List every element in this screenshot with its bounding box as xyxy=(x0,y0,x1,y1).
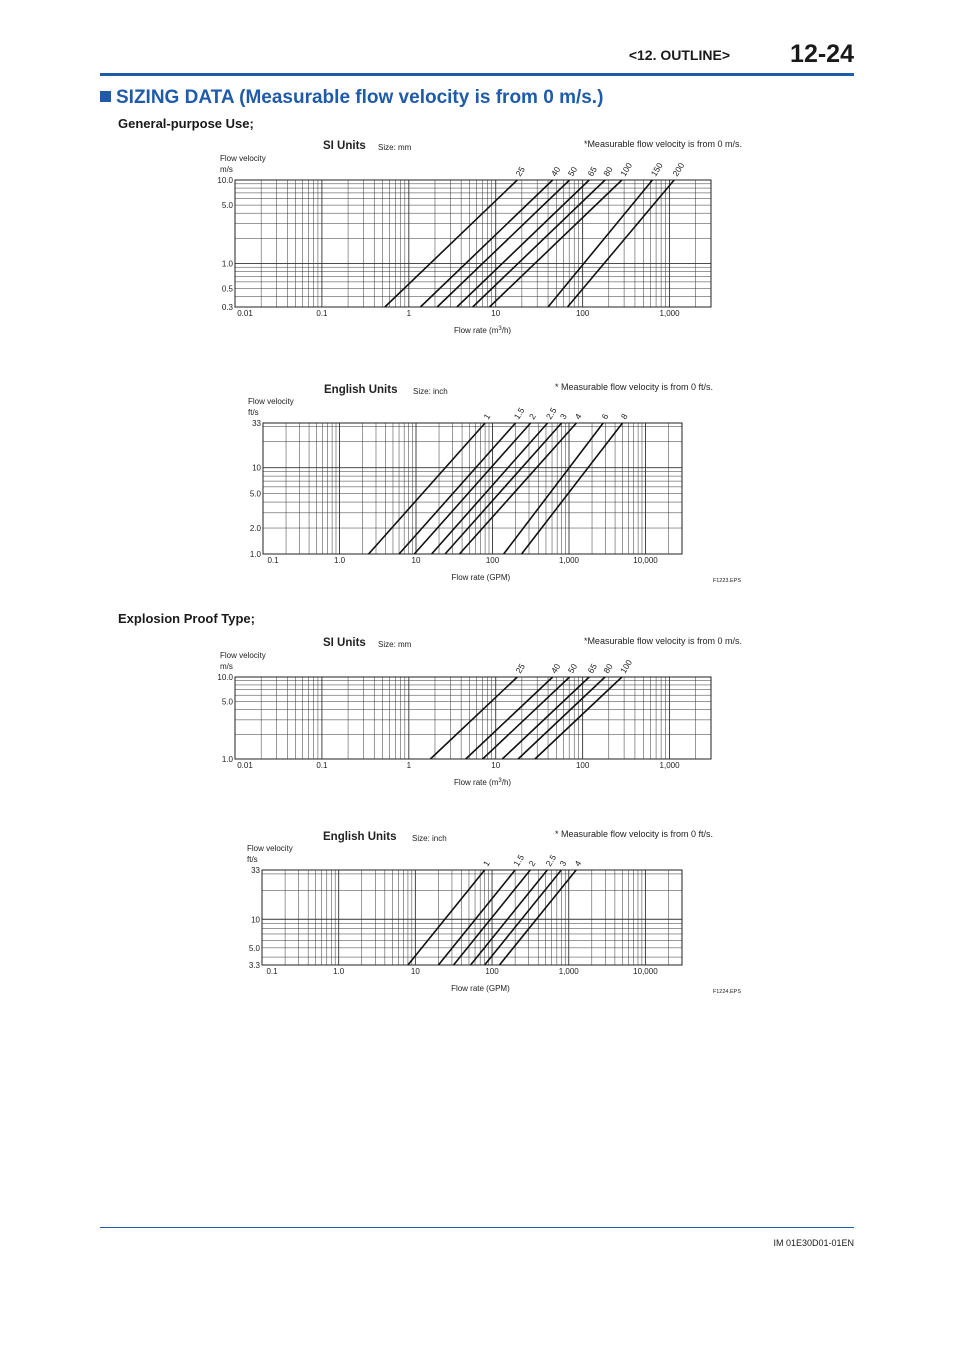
size-line-8 xyxy=(522,423,623,554)
plot-frame xyxy=(235,180,711,307)
x-tick-label: 0.1 xyxy=(316,309,328,318)
page-number: 12-24 xyxy=(790,40,854,68)
size-label: 65 xyxy=(585,164,599,179)
x-tick-label: 10 xyxy=(491,761,501,770)
chart-title: SI Units xyxy=(323,637,366,649)
size-label: 3 xyxy=(557,411,569,422)
y-tick-label: 5.0 xyxy=(221,697,233,707)
x-tick-label: 1,000 xyxy=(558,967,579,976)
x-tick-label: 10 xyxy=(491,309,501,318)
measurable-note: *Measurable flow velocity is from 0 m/s. xyxy=(583,636,742,646)
size-line-50 xyxy=(437,180,569,307)
x-axis-label-end: /h) xyxy=(501,778,512,787)
y-tick-label: 2.0 xyxy=(249,524,261,534)
x-tick-label: 10,000 xyxy=(633,967,658,976)
size-label: 1 xyxy=(480,858,492,869)
x-axis-label xyxy=(451,984,510,993)
sizing-chart-2 xyxy=(248,382,741,584)
size-label: 65 xyxy=(585,661,599,676)
size-line-40 xyxy=(466,677,553,759)
y-axis-label: m/s xyxy=(220,165,233,174)
size-label: 8 xyxy=(618,411,630,422)
x-axis-label-end: /h) xyxy=(501,326,512,335)
x-axis-label xyxy=(454,326,511,335)
size-label: 50 xyxy=(565,661,580,676)
footer-rule xyxy=(100,1227,854,1228)
size-label: 100 xyxy=(618,160,635,179)
document-id: IM 01E30D01-01EN xyxy=(773,1238,854,1248)
size-line-4 xyxy=(499,870,576,965)
x-axis-label-text: Flow rate (GPM) xyxy=(451,573,511,582)
size-line-3 xyxy=(485,870,562,965)
x-axis-label-text: Flow rate (m xyxy=(453,326,499,335)
size-line-1 xyxy=(369,423,486,554)
y-tick-label: 33 xyxy=(251,866,260,875)
chart-title: SI Units xyxy=(323,140,366,152)
y-tick-label: 10.0 xyxy=(217,673,233,682)
size-line-40 xyxy=(420,180,552,307)
x-tick-label: 0.1 xyxy=(266,967,278,976)
figure-code: F1223.EPS xyxy=(712,578,741,584)
y-tick-label: 10.0 xyxy=(217,176,233,185)
size-label: 80 xyxy=(601,661,615,676)
y-tick-label: 1.0 xyxy=(249,550,261,559)
size-line-80 xyxy=(518,677,605,759)
size-note: Size: inch xyxy=(413,387,448,396)
x-tick-label: 10 xyxy=(411,556,421,565)
x-tick-label: 1,000 xyxy=(659,309,680,318)
y-tick-label: 0.5 xyxy=(221,284,233,294)
size-line-80 xyxy=(473,180,605,307)
size-line-1.5 xyxy=(438,870,515,965)
x-tick-label: 0.01 xyxy=(237,761,253,770)
size-label: 80 xyxy=(601,164,615,179)
measurable-note: * Measurable flow velocity is from 0 ft/s. xyxy=(554,382,713,392)
size-label: 1 xyxy=(481,411,493,422)
chapter-label: <12. OUTLINE> xyxy=(628,47,730,63)
x-tick-label: 1 xyxy=(406,309,412,318)
y-tick-label: 1.0 xyxy=(221,259,233,269)
section-title-text: SIZING DATA (Measurable flow velocity is from 0 m/s.) xyxy=(116,87,604,108)
sizing-chart-1 xyxy=(217,139,742,335)
plot-frame xyxy=(262,870,682,965)
size-label: 2 xyxy=(526,858,538,869)
size-line-2.5 xyxy=(471,870,548,965)
x-tick-label: 100 xyxy=(575,309,590,318)
size-label: 6 xyxy=(599,411,611,422)
size-label: 40 xyxy=(548,661,563,676)
x-axis-label-sup: 3 xyxy=(498,778,502,784)
size-note: Size: inch xyxy=(412,834,447,843)
size-label: 25 xyxy=(513,164,527,179)
x-tick-label: 1,000 xyxy=(558,556,580,565)
size-label: 100 xyxy=(618,657,635,676)
y-tick-label: 5.0 xyxy=(248,943,260,953)
x-axis-label-sup: 3 xyxy=(498,326,502,332)
y-axis-label: ft/s xyxy=(247,855,258,864)
x-tick-label: 100 xyxy=(485,556,500,565)
x-tick-label: 10,000 xyxy=(633,556,658,565)
size-label: 40 xyxy=(548,164,563,179)
y-tick-label: 5.0 xyxy=(221,201,233,211)
y-tick-label: 33 xyxy=(252,419,261,428)
size-label: 1.5 xyxy=(511,405,527,422)
x-tick-label: 0.1 xyxy=(267,556,279,565)
y-axis-label: Flow velocity xyxy=(220,651,266,660)
y-tick-label: 10 xyxy=(251,915,260,925)
size-line-3 xyxy=(445,423,562,554)
subsection-explosion-proof: Explosion Proof Type; xyxy=(118,611,255,626)
figure-code: F1224.EPS xyxy=(712,989,741,995)
size-note: Size: mm xyxy=(378,640,412,649)
size-label: 4 xyxy=(572,858,584,869)
size-line-200 xyxy=(568,180,675,307)
x-tick-label: 10 xyxy=(410,967,420,976)
size-note: Size: mm xyxy=(378,143,412,152)
x-axis-label-text: Flow rate (m xyxy=(453,778,499,787)
size-label: 25 xyxy=(513,661,527,676)
size-label: 3 xyxy=(557,858,569,869)
size-label: 2.5 xyxy=(543,405,559,422)
size-line-65 xyxy=(502,677,589,759)
size-label: 4 xyxy=(572,411,584,422)
y-tick-label: 10 xyxy=(252,463,261,473)
size-line-150 xyxy=(548,180,652,307)
size-label: 50 xyxy=(565,164,580,179)
x-tick-label: 1.0 xyxy=(333,556,346,565)
y-axis-label: m/s xyxy=(220,662,233,671)
x-tick-label: 100 xyxy=(485,967,499,976)
size-label: 1.5 xyxy=(511,852,527,869)
chart-title: English Units xyxy=(324,384,398,396)
size-line-2.5 xyxy=(432,423,548,554)
size-label: 150 xyxy=(648,160,665,179)
measurable-note: *Measurable flow velocity is from 0 m/s. xyxy=(583,139,742,149)
x-tick-label: 0.01 xyxy=(237,309,253,318)
x-tick-label: 1 xyxy=(406,761,412,770)
size-line-1.5 xyxy=(399,423,516,554)
y-tick-label: 5.0 xyxy=(249,489,261,499)
measurable-note: * Measurable flow velocity is from 0 ft/s. xyxy=(554,829,713,839)
x-tick-label: 1.0 xyxy=(333,967,345,976)
size-label: 2.5 xyxy=(543,852,559,869)
y-tick-label: 3.3 xyxy=(248,961,260,970)
y-axis-label: Flow velocity xyxy=(248,397,294,406)
y-tick-label: 1.0 xyxy=(221,755,233,764)
size-line-2 xyxy=(414,423,530,554)
x-tick-label: 1,000 xyxy=(659,761,680,770)
y-axis-label: Flow velocity xyxy=(247,844,293,853)
size-line-25 xyxy=(430,677,517,759)
size-label: 200 xyxy=(670,160,687,179)
x-axis-label xyxy=(454,778,511,787)
subsection-general-purpose: General-purpose Use; xyxy=(118,116,254,131)
x-axis-label-text: Flow rate (GPM) xyxy=(451,984,510,993)
size-line-100 xyxy=(489,180,621,307)
size-line-1 xyxy=(408,870,485,965)
chart-title: English Units xyxy=(323,831,397,843)
y-axis-label: Flow velocity xyxy=(220,154,266,163)
x-tick-label: 0.1 xyxy=(316,761,328,770)
x-tick-label: 100 xyxy=(575,761,590,770)
y-axis-label: ft/s xyxy=(248,408,259,417)
y-tick-label: 0.3 xyxy=(221,303,233,312)
size-label: 2 xyxy=(526,411,538,422)
sizing-chart-4 xyxy=(247,829,741,995)
x-axis-label xyxy=(452,573,511,582)
sizing-chart-3 xyxy=(217,636,742,787)
